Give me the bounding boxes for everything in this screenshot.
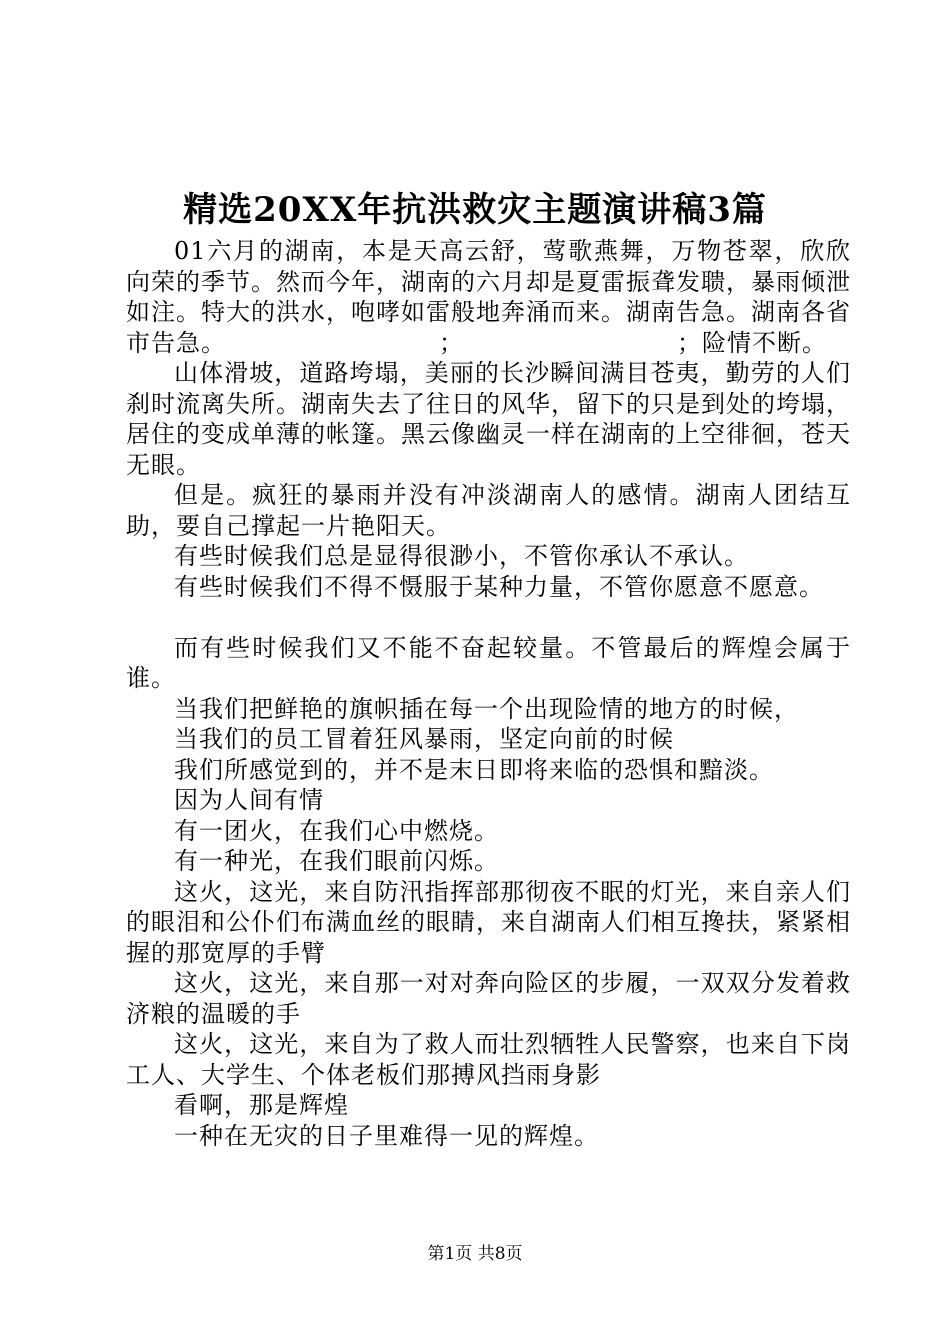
paragraph: 一种在无灾的日子里难得一见的辉煌。: [174, 1121, 599, 1150]
paragraph: 有些时候我们总是显得很渺小，不管你承认不承认。: [174, 542, 749, 570]
paragraph: 我们所感觉到的，并不是末日即将来临的恐惧和黯淡。: [174, 755, 774, 784]
paragraph: 有些时候我们不得不慑服于某种力量，不管你愿意不愿意。: [174, 572, 824, 601]
paragraph: 因为人间有情: [174, 786, 324, 814]
paragraph: 而有些时候我们又不能不奋起较量。不管最后的辉煌会属于谁。: [126, 633, 851, 692]
paragraph: 有一团火，在我们心中燃烧。: [174, 816, 499, 845]
document-title: 精选20XX年抗洪救灾主题演讲稿3篇: [183, 190, 767, 230]
paragraph: 这火，这光，来自为了救人而壮烈牺牲人民警察，也来自下岗工人、大学生、个体老板们那搏风挡雨身影: [126, 1030, 851, 1089]
paragraph: 但是。疯狂的暴雨并没有冲淡湖南人的感情。湖南人团结互助，要自己撑起一片艳阳天。: [126, 481, 851, 540]
blank-line: [126, 602, 851, 633]
page-footer: 第1页 共8页: [427, 1244, 523, 1264]
paragraph: 这火，这光，来自那一对对奔向险区的步履，一双双分发着救济粮的温暖的手: [126, 969, 851, 1028]
paragraph: 看啊，那是辉煌: [174, 1091, 349, 1119]
paragraph: 有一种光，在我们眼前闪烁。: [174, 847, 499, 875]
paragraph: 01六月的湖南，本是天高云舒，莺歌燕舞，万物苍翠，欣欣向荣的季节。然而今年，湖南的六月却是夏雷振聋发聩，暴雨倾泄如注。特大的洪水，咆哮如雷般地奔涌而来。湖南告急。湖南各省市告急。 ； ；险情不断。: [126, 237, 851, 357]
document-body: [126, 236, 851, 1151]
paragraph: 山体滑坡，道路垮塌，美丽的长沙瞬间满目苍夷，勤劳的人们刹时流离失所。湖南失去了往日的风华，留下的只是到处的垮塌，居住的变成单薄的帐篷。黑云像幽灵一样在湖南的上空徘徊，苍天无眼。: [126, 359, 851, 479]
paragraph: 这火，这光，来自防汛指挥部那彻夜不眠的灯光，来自亲人们的眼泪和公仆们布满血丝的眼睛，来自湖南人们相互搀扶，紧紧相握的那宽厚的手臂: [126, 877, 851, 967]
paragraph: 当我们把鲜艳的旗帜插在每一个出现险情的地方的时候，: [174, 694, 799, 723]
paragraph: 当我们的员工冒着狂风暴雨，坚定向前的时候: [174, 725, 674, 753]
